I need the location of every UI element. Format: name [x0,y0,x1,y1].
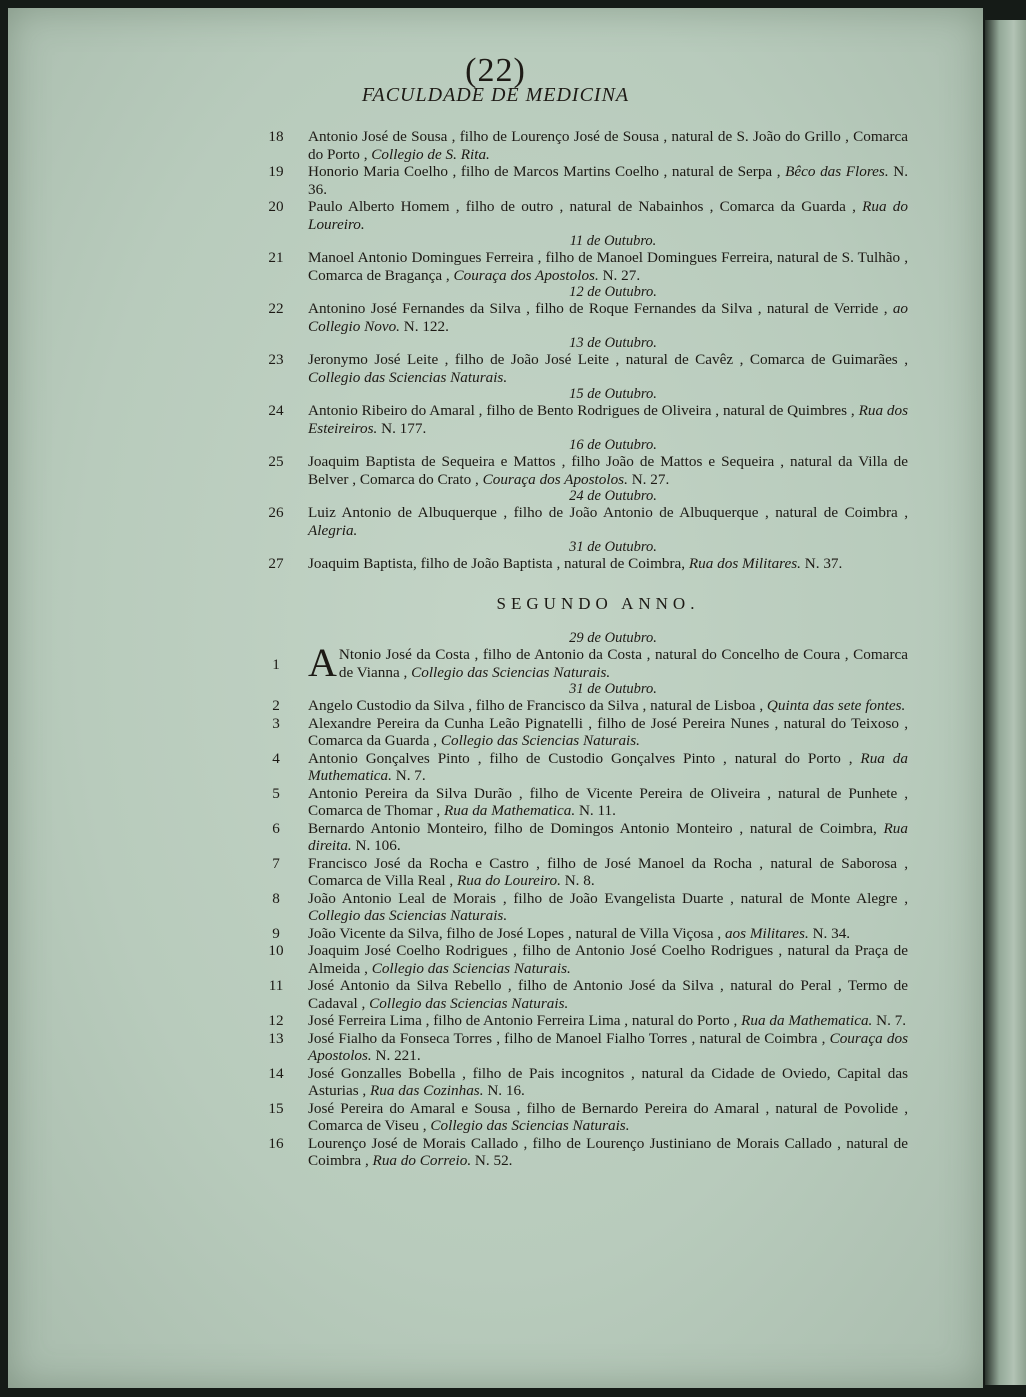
entry-text: Antonio José de Sousa , filho de Lourenço José de Sousa , natural de S. João do Grillo , Comarca do Porto , [308,128,908,163]
entry-text: Joaquim Baptista, filho de João Baptista , natural de Coimbra, [308,555,689,572]
entry-number: 6 [272,819,280,837]
list-item [258,1012,908,1030]
entry-number: 11 [268,977,284,994]
entry-residence: Couraça dos Apostolos. [482,470,628,488]
entry-residence: ao Collegio Novo. [308,300,908,335]
entry-number: 2 [272,697,280,714]
list-item [258,785,908,820]
list-item [258,504,908,539]
entry-residence: aos Militares. [724,924,809,942]
drop-cap: A [308,640,337,685]
entry-residence: Rua da Mathematica. [741,1012,873,1029]
entry-text: José Ferreira Lima , filho de Antonio Ferreira Lima , natural do Porto , [308,1012,742,1029]
entry-residence: Collegio das Sciencias Naturais. [371,959,571,977]
entry-residence: Rua da Mathematica. [443,802,576,819]
entry-text: Ntonio José da Costa , filho de Antonio da Costa , natural do Concelho de Coura , Comarca de Vianna , [338,646,908,681]
entry-date: 15 de Outubro. [569,386,657,402]
second-year-list [258,681,908,1170]
entry-residence: Rua do Correio. [372,1152,472,1169]
entry-number: 23 [268,351,284,368]
entry-text: José Fialho da Fonseca Torres , filho de Manoel Fialho Torres , natural de Coimbra , [308,1029,830,1047]
entry-house-number: N. 221. [371,1047,421,1064]
entry-residence: Rua das Cozinhas. [370,1082,484,1099]
entry-text: Angelo Custodio da Silva , filho de Francisco da Silva , natural de Lisboa , [308,697,767,714]
entry-date: 31 de Outubro. [569,539,657,555]
entry-number: 10 [268,942,284,959]
entry-house-number: N. 177. [377,419,427,437]
entry-house-number: N. 122. [399,317,449,335]
entry-residence: Collegio das Sciencias Naturais. [308,368,508,386]
list-item [258,351,908,386]
entry-house-number: N. 11. [575,802,616,819]
entry-text: Bernardo Antonio Monteiro, filho de Domingos Antonio Monteiro , natural de Coimbra, [308,819,884,837]
entry-text: Manoel Antonio Domingues Ferreira , filho de Manoel Domingues Ferreira, natural de S. Tulhão , Comarca de Bragança , [308,249,908,284]
entry-date: 31 de Outubro. [569,681,657,697]
entry-date: 29 de Outubro. [569,630,657,646]
entry-number: 18 [268,128,284,145]
entry-number: 26 [268,504,284,521]
entry-text: Lourenço José de Morais Callado , filho de Lourenço Justiniano de Morais Callado , natural de Coimbra , [308,1134,908,1169]
entry-house-number: N. 8. [560,872,595,889]
entry-text: João Antonio Leal de Morais , filho de João Evangelista Duarte , natural de Monte Alegre , [308,889,908,907]
entry-text: José Gonzalles Bobella , filho de Pais incognitos , natural da Cidade de Oviedo, Capital das Asturias , [308,1064,908,1099]
entry-residence: Rua dos Esteireiros. [308,402,908,437]
entry-text: Joaquim José Coelho Rodrigues , filho de Antonio José Coelho Rodrigues , natural da Praça de Almeida , [308,942,908,977]
entry-residence: Rua do Loureiro. [456,872,561,889]
entry-text: José Pereira do Amaral e Sousa , filho de Bernardo Pereira do Amaral , natural de Povolide , Comarca de Viseu , [308,1099,908,1134]
faculty-title: FACULDADE DE MEDICINA [361,84,630,106]
entry-text: Paulo Alberto Homem , filho de outro , natural de Nabainhos , Comarca da Guarda , [308,198,863,215]
entry-number: 14 [268,1064,284,1082]
entry-text: Antonio Ribeiro do Amaral , filho de Bento Rodrigues de Oliveira , natural de Quimbres , [308,402,859,419]
list-item [258,855,908,890]
list-item [258,925,908,943]
list-item [258,977,908,1012]
list-item [258,249,908,284]
entry-text: Jeronymo José Leite , filho de João José Leite , natural de Cavêz , Comarca de Guimarães , [308,351,908,368]
list-item [258,128,908,163]
list-item [258,1030,908,1065]
entry-residence: Collegio das Sciencias Naturais. [430,1117,630,1134]
entry-number: 21 [268,249,284,266]
entry-residence: Rua dos Militares. [688,555,801,572]
entry-number: 27 [268,555,284,572]
page-header [8,52,983,107]
entry-number: 12 [268,1012,284,1029]
entry-number: 13 [268,1029,284,1047]
entry-residence: Couraça dos Apostolos. [308,1029,908,1064]
entry-house-number: N. 36. [308,163,908,198]
list-item [258,1135,908,1170]
list-item [258,697,908,715]
entry-house-number: N. 7. [872,1012,907,1029]
entry-residence: Collegio das Sciencias Naturais. [440,732,640,749]
entry-text: Joaquim Baptista de Sequeira e Mattos , filho João de Mattos e Sequeira , natural da Villa de Belver , Comarca do Crato , [308,453,908,488]
entry-residence: Collegio das Sciencias Naturais. [369,994,569,1012]
list-item [258,1100,908,1135]
entry-list [258,128,908,1170]
list-item [258,198,908,233]
entry-number: 1 [272,656,280,673]
list-item [258,555,908,573]
entry-number: 16 [268,1134,284,1152]
entry-residence: Couraça dos Apostolos. [453,266,599,284]
entry-residence: Rua da Muthematica. [308,749,908,784]
entry-residence: Rua do Loureiro. [308,198,908,233]
entry-house-number: N. 106. [351,837,401,854]
list-item [258,820,908,855]
entry-residence: Bêco das Flores. [785,163,889,180]
section-title: SEGUNDO ANNO. [496,593,700,613]
entry-house-number: N. 52. [471,1152,513,1169]
document-page [8,8,983,1388]
entry-number: 24 [268,402,284,419]
entry-text: José Antonio da Silva Rebello , filho de Antonio José da Silva , natural do Peral , Termo de Cadaval , [308,977,908,1012]
list-item [258,1065,908,1100]
entry-house-number: N. 34. [808,924,851,942]
entry-residence: Quinta das sete fontes. [766,697,906,714]
entry-residence: Collegio das Sciencias Naturais. [411,663,611,681]
list-item [258,942,908,977]
entry-text: Alexandre Pereira da Cunha Leão Pignatelli , filho de José Pereira Nunes , natural do Teixoso , Comarca da Guarda , [308,714,908,749]
entry-text: João Vicente da Silva, filho de José Lopes , natural de Villa Viçosa , [308,924,725,942]
entry-number: 4 [272,749,280,767]
entry-text: Antonino José Fernandes da Silva , filho de Roque Fernandes da Silva , natural de Verride , [308,300,893,317]
entry-number: 20 [268,198,284,215]
list-item [258,750,908,785]
entry-house-number: N. 16. [483,1082,525,1099]
entry-residence: Collegio de S. Rita. [371,145,490,163]
entry-date: 11 de Outubro. [569,233,657,249]
entry-text: Antonio Gonçalves Pinto , filho de Custodio Gonçalves Pinto , natural do Porto , [308,749,861,767]
entry-date: 13 de Outubro. [569,335,657,351]
entry-text: Francisco José da Rocha e Castro , filho de José Manoel da Rocha , natural de Saborosa , Comarca de Villa Real , [308,854,908,889]
entry-number: 5 [272,784,280,802]
list-item [258,640,908,685]
entry-number: 7 [272,854,280,872]
entry-residence: Collegio das Sciencias Naturais. [308,907,508,924]
entry-house-number: N. 27. [598,266,641,284]
entry-number: 15 [268,1099,284,1117]
entry-number: 9 [272,924,280,942]
list-item [258,890,908,925]
list-item [258,402,908,437]
entry-house-number: N. 27. [627,470,670,488]
entry-number: 25 [268,453,284,470]
entry-date: 16 de Outubro. [569,437,657,453]
entry-residence: Rua direita. [308,819,908,854]
list-item [258,300,908,335]
entry-number: 8 [272,889,280,907]
entry-text: Honorio Maria Coelho , filho de Marcos Martins Coelho , natural de Serpa , [308,163,786,180]
entry-number: 3 [272,714,280,732]
list-item [258,453,908,488]
entry-number: 22 [268,300,284,317]
entry-text: Luiz Antonio de Albuquerque , filho de João Antonio de Albuquerque , natural de Coimbra , [308,504,908,521]
entry-residence: Alegria. [308,521,358,539]
book-spine [985,20,1026,1385]
entry-date: 24 de Outubro. [569,488,657,504]
entry-number: 19 [268,163,284,180]
entry-house-number: N. 7. [391,767,426,784]
list-item [258,163,908,198]
entry-date: 12 de Outubro. [569,284,657,300]
page-number: (22) [465,52,526,89]
entry-text: Antonio Pereira da Silva Durão , filho de Vicente Pereira de Oliveira , natural de Punhete , Comarca de Thomar , [308,784,908,819]
entry-house-number: N. 37. [800,555,843,572]
first-year-list [258,128,908,573]
list-item [258,715,908,750]
